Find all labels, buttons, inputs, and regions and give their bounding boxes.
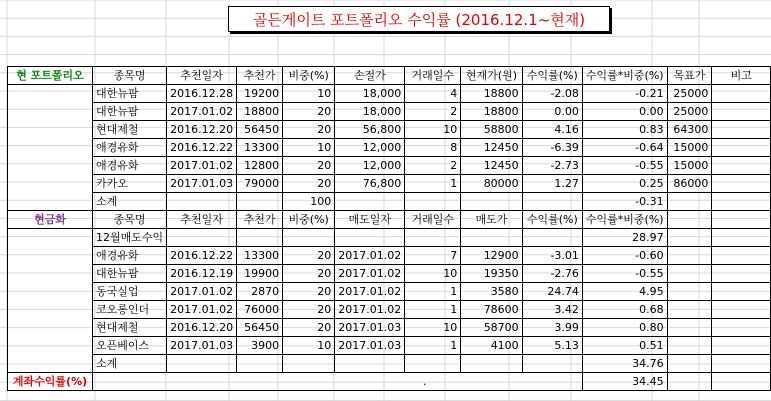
table-row: [8, 103, 771, 121]
table-cell[interactable]: 2017.01.02: [167, 103, 237, 121]
table-cell[interactable]: 15000: [667, 157, 712, 175]
empty-cell[interactable]: [712, 337, 771, 355]
empty-cell[interactable]: [461, 355, 522, 373]
empty-cell[interactable]: [712, 265, 771, 283]
table-cell[interactable]: 10: [405, 121, 461, 139]
empty-cell[interactable]: [667, 319, 712, 337]
empty-cell[interactable]: [8, 301, 93, 319]
empty-cell[interactable]: [8, 319, 93, 337]
empty-cell[interactable]: [667, 301, 712, 319]
table-cell[interactable]: 10: [283, 337, 335, 355]
table-cell[interactable]: 20: [283, 319, 335, 337]
section1-label[interactable]: 현 포트폴리오: [8, 67, 93, 85]
table-cell[interactable]: 12,000: [335, 157, 405, 175]
column-header[interactable]: 비고: [712, 67, 771, 85]
table-cell[interactable]: 18,000: [335, 103, 405, 121]
column-header[interactable]: 수익률(%): [522, 67, 582, 85]
empty-cell[interactable]: [335, 229, 405, 247]
column-header[interactable]: 비중(%): [283, 67, 335, 85]
table-cell[interactable]: 64300: [667, 121, 712, 139]
table-cell[interactable]: 1: [405, 283, 461, 301]
empty-cell[interactable]: [461, 193, 522, 211]
empty-cell[interactable]: [712, 211, 771, 229]
table-cell[interactable]: 12800: [237, 157, 283, 175]
empty-cell[interactable]: [667, 283, 712, 301]
table-cell[interactable]: 0.25: [582, 175, 667, 193]
account-return-value[interactable]: 34.45: [582, 373, 667, 391]
table-cell[interactable]: 12450: [461, 157, 522, 175]
column-header[interactable]: 손절가: [335, 67, 405, 85]
empty-cell[interactable]: [335, 355, 405, 373]
table-cell[interactable]: -0.64: [582, 139, 667, 157]
empty-cell[interactable]: [667, 247, 712, 265]
table-row: [8, 121, 771, 139]
section2-label[interactable]: 현금화: [8, 211, 93, 229]
table-cell[interactable]: 애경유화: [93, 139, 167, 157]
table-cell[interactable]: 코오롱인더: [93, 301, 167, 319]
subtotal-value[interactable]: 34.76: [582, 355, 667, 373]
empty-cell[interactable]: [335, 193, 405, 211]
table-cell[interactable]: 56450: [237, 319, 283, 337]
table-row: [8, 265, 771, 283]
table-cell[interactable]: 카카오: [93, 175, 167, 193]
column-header[interactable]: 수익률*비중(%): [582, 67, 667, 85]
table-cell[interactable]: 2016.12.20: [167, 121, 237, 139]
table-cell[interactable]: 19900: [237, 265, 283, 283]
table-cell[interactable]: 58800: [461, 121, 522, 139]
table-cell[interactable]: 2870: [237, 283, 283, 301]
table-cell[interactable]: 4: [405, 85, 461, 103]
table-cell[interactable]: -0.60: [582, 247, 667, 265]
empty-cell[interactable]: [461, 229, 522, 247]
table-cell[interactable]: 2017.01.02: [335, 301, 405, 319]
table-cell[interactable]: 애경유화: [93, 247, 167, 265]
table-cell[interactable]: 2016.12.22: [167, 139, 237, 157]
table-cell[interactable]: -0.21: [582, 85, 667, 103]
empty-cell[interactable]: [8, 157, 93, 175]
empty-cell[interactable]: [8, 247, 93, 265]
empty-cell[interactable]: [8, 139, 93, 157]
table-cell[interactable]: 2: [405, 103, 461, 121]
table-cell[interactable]: 4.16: [522, 121, 582, 139]
account-return-row: [8, 373, 771, 391]
empty-cell[interactable]: [712, 229, 771, 247]
table-cell[interactable]: [712, 157, 771, 175]
table-cell[interactable]: 12,000: [335, 139, 405, 157]
empty-cell[interactable]: [237, 193, 283, 211]
table-cell[interactable]: 2017.01.02: [167, 157, 237, 175]
table-cell[interactable]: -3.01: [522, 247, 582, 265]
table-cell[interactable]: 2016.12.28: [167, 85, 237, 103]
empty-cell[interactable]: [8, 193, 93, 211]
portfolio-table: [7, 66, 771, 391]
table-cell[interactable]: [712, 139, 771, 157]
table-cell[interactable]: 오픈베이스: [93, 337, 167, 355]
empty-cell[interactable]: [167, 229, 237, 247]
empty-cell[interactable]: [712, 373, 771, 391]
table-cell[interactable]: 2016.12.22: [167, 247, 237, 265]
column-header[interactable]: 목표가: [667, 67, 712, 85]
table-cell[interactable]: 3580: [461, 283, 522, 301]
table-cell[interactable]: 10: [283, 85, 335, 103]
table-cell[interactable]: 1: [405, 175, 461, 193]
table-cell[interactable]: 56,800: [335, 121, 405, 139]
table-cell[interactable]: 79000: [237, 175, 283, 193]
table-cell[interactable]: 현대제철: [93, 121, 167, 139]
table-cell[interactable]: 20: [283, 175, 335, 193]
table-cell[interactable]: 19200: [237, 85, 283, 103]
table-cell[interactable]: 13300: [237, 247, 283, 265]
table-cell[interactable]: 78600: [461, 301, 522, 319]
table-row: [8, 319, 771, 337]
table-cell[interactable]: 2017.01.02: [335, 247, 405, 265]
table-cell[interactable]: 4100: [461, 337, 522, 355]
table-cell[interactable]: 12900: [461, 247, 522, 265]
table-row: [8, 175, 771, 193]
table-cell[interactable]: 애경유화: [93, 157, 167, 175]
table-cell[interactable]: 58700: [461, 319, 522, 337]
empty-cell[interactable]: [667, 337, 712, 355]
page-title: 골든게이트 포트폴리오 수익률 (2016.12.1~현재): [228, 6, 610, 32]
column-header[interactable]: 추천가: [237, 67, 283, 85]
december-label[interactable]: 12월매도수익: [93, 229, 167, 247]
empty-cell[interactable]: [667, 193, 712, 211]
table-cell[interactable]: 10: [283, 139, 335, 157]
table-cell[interactable]: 대한뉴팜: [93, 265, 167, 283]
table-cell[interactable]: 20: [283, 157, 335, 175]
table-cell[interactable]: 13300: [237, 139, 283, 157]
column-header[interactable]: 수익률(%): [522, 211, 582, 229]
table-cell[interactable]: 2017.01.02: [167, 283, 237, 301]
subtotal-label[interactable]: 소계: [93, 355, 167, 373]
table-cell[interactable]: 10: [405, 319, 461, 337]
subtotal-value[interactable]: -0.31: [582, 193, 667, 211]
empty-cell[interactable]: [712, 301, 771, 319]
table-cell[interactable]: 동국실업: [93, 283, 167, 301]
empty-cell[interactable]: [8, 337, 93, 355]
table-cell[interactable]: 2017.01.03: [335, 319, 405, 337]
empty-cell[interactable]: [283, 355, 335, 373]
empty-cell[interactable]: [712, 193, 771, 211]
empty-cell[interactable]: [283, 229, 335, 247]
table-cell[interactable]: 18800: [461, 103, 522, 121]
table-cell[interactable]: 56450: [237, 121, 283, 139]
table-cell[interactable]: 86000: [667, 175, 712, 193]
empty-cell[interactable]: [8, 175, 93, 193]
section1-header-row: [8, 67, 771, 85]
table-cell[interactable]: 19350: [461, 265, 522, 283]
table-cell[interactable]: 2017.01.03: [167, 175, 237, 193]
subtotal-weight[interactable]: 100: [283, 193, 335, 211]
empty-cell[interactable]: [405, 193, 461, 211]
table-cell[interactable]: [712, 121, 771, 139]
empty-cell[interactable]: [667, 265, 712, 283]
account-dot[interactable]: .: [93, 373, 583, 391]
section1-subtotal-row: [8, 193, 771, 211]
empty-cell[interactable]: [8, 355, 93, 373]
table-cell[interactable]: 5.13: [522, 337, 582, 355]
column-header[interactable]: 매도가: [461, 211, 522, 229]
december-row: [8, 229, 771, 247]
empty-cell[interactable]: [522, 355, 582, 373]
table-cell[interactable]: 20: [283, 103, 335, 121]
column-header[interactable]: 매도일자: [335, 211, 405, 229]
empty-cell[interactable]: [8, 85, 93, 103]
empty-cell[interactable]: [712, 319, 771, 337]
table-cell[interactable]: 1: [405, 301, 461, 319]
table-cell[interactable]: 15000: [667, 139, 712, 157]
table-cell[interactable]: 2017.01.03: [167, 337, 237, 355]
column-header[interactable]: 추천가: [237, 211, 283, 229]
column-header[interactable]: 추천일자: [167, 67, 237, 85]
table-cell[interactable]: 25000: [667, 103, 712, 121]
empty-cell[interactable]: [405, 355, 461, 373]
table-cell[interactable]: 3900: [237, 337, 283, 355]
table-cell[interactable]: 18800: [461, 85, 522, 103]
empty-cell[interactable]: [8, 121, 93, 139]
table-cell[interactable]: [712, 175, 771, 193]
table-cell[interactable]: 24.74: [522, 283, 582, 301]
table-cell[interactable]: 20: [283, 265, 335, 283]
table-cell[interactable]: 80000: [461, 175, 522, 193]
table-cell[interactable]: 0.80: [582, 319, 667, 337]
table-cell[interactable]: 18,000: [335, 85, 405, 103]
column-header[interactable]: 비중(%): [283, 211, 335, 229]
table-cell[interactable]: 0.68: [582, 301, 667, 319]
table-row: [8, 337, 771, 355]
table-row: [8, 157, 771, 175]
table-cell[interactable]: 76000: [237, 301, 283, 319]
table-cell[interactable]: 3.99: [522, 319, 582, 337]
table-cell[interactable]: 76,800: [335, 175, 405, 193]
empty-cell[interactable]: [167, 193, 237, 211]
table-cell[interactable]: [712, 85, 771, 103]
empty-cell[interactable]: [522, 229, 582, 247]
table-cell[interactable]: 2017.01.03: [335, 337, 405, 355]
empty-cell[interactable]: [167, 355, 237, 373]
table-cell[interactable]: -2.08: [522, 85, 582, 103]
column-header[interactable]: 종목명: [93, 67, 167, 85]
empty-cell[interactable]: [667, 373, 712, 391]
table-cell[interactable]: 2017.01.02: [167, 301, 237, 319]
column-header[interactable]: 추천일자: [167, 211, 237, 229]
table-row: [8, 85, 771, 103]
column-header[interactable]: 종목명: [93, 211, 167, 229]
table-cell[interactable]: -2.76: [522, 265, 582, 283]
table-cell[interactable]: 20: [283, 301, 335, 319]
table-cell[interactable]: 대한뉴팜: [93, 85, 167, 103]
table-cell[interactable]: 2016.12.20: [167, 319, 237, 337]
table-row: [8, 283, 771, 301]
empty-cell[interactable]: [522, 193, 582, 211]
empty-cell[interactable]: [667, 355, 712, 373]
empty-cell[interactable]: [8, 265, 93, 283]
december-value[interactable]: 28.97: [582, 229, 667, 247]
column-header[interactable]: 거래일수: [405, 67, 461, 85]
table-cell[interactable]: 2: [405, 157, 461, 175]
empty-cell[interactable]: [237, 229, 283, 247]
table-cell[interactable]: 대한뉴팜: [93, 103, 167, 121]
empty-cell[interactable]: [667, 229, 712, 247]
empty-cell[interactable]: [712, 283, 771, 301]
table-cell[interactable]: 12450: [461, 139, 522, 157]
table-cell[interactable]: -6.39: [522, 139, 582, 157]
column-header[interactable]: 거래일수: [405, 211, 461, 229]
table-cell[interactable]: 3.42: [522, 301, 582, 319]
table-cell[interactable]: 0.00: [522, 103, 582, 121]
table-cell[interactable]: [712, 103, 771, 121]
table-cell[interactable]: 0.00: [582, 103, 667, 121]
section2-subtotal-row: [8, 355, 771, 373]
empty-cell[interactable]: [712, 355, 771, 373]
table-cell[interactable]: 1.27: [522, 175, 582, 193]
table-cell[interactable]: 현대제철: [93, 319, 167, 337]
table-cell[interactable]: -2.73: [522, 157, 582, 175]
empty-cell[interactable]: [405, 229, 461, 247]
table-cell[interactable]: 20: [283, 121, 335, 139]
table-cell[interactable]: 20: [283, 247, 335, 265]
table-cell[interactable]: 0.83: [582, 121, 667, 139]
section2-header-row: [8, 211, 771, 229]
table-cell[interactable]: 8: [405, 139, 461, 157]
table-row: [8, 247, 771, 265]
empty-cell[interactable]: [8, 103, 93, 121]
account-return-label[interactable]: 계좌수익률(%): [8, 373, 93, 391]
table-row: [8, 301, 771, 319]
table-cell[interactable]: -0.55: [582, 157, 667, 175]
table-cell[interactable]: 20: [283, 283, 335, 301]
table-cell[interactable]: 2017.01.02: [335, 283, 405, 301]
table-cell[interactable]: 2016.12.19: [167, 265, 237, 283]
table-row: [8, 139, 771, 157]
table-cell[interactable]: 4.95: [582, 283, 667, 301]
table-cell[interactable]: -0.55: [582, 265, 667, 283]
table-cell[interactable]: 25000: [667, 85, 712, 103]
column-header[interactable]: 수익률*비중(%): [582, 211, 667, 229]
table-cell[interactable]: 10: [405, 265, 461, 283]
table-cell[interactable]: 7: [405, 247, 461, 265]
subtotal-label[interactable]: 소계: [93, 193, 167, 211]
empty-cell[interactable]: [237, 355, 283, 373]
table-cell[interactable]: 2017.01.02: [335, 265, 405, 283]
empty-cell[interactable]: [712, 247, 771, 265]
column-header[interactable]: 현재가(원): [461, 67, 522, 85]
empty-cell[interactable]: [8, 229, 93, 247]
table-cell[interactable]: 1: [405, 337, 461, 355]
table-cell[interactable]: 18800: [237, 103, 283, 121]
empty-cell[interactable]: [667, 211, 712, 229]
empty-cell[interactable]: [8, 283, 93, 301]
table-cell[interactable]: 0.51: [582, 337, 667, 355]
